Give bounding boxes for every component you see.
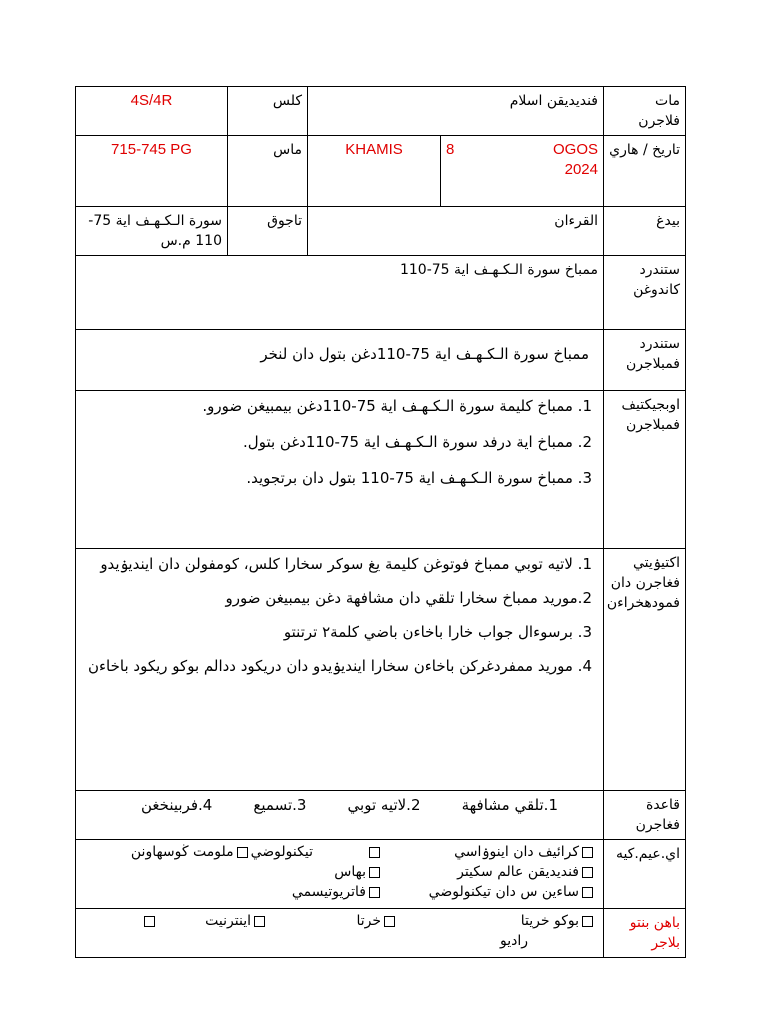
activities-label: اكتيۏيتي فغاجرن دان فمودهخراءن — [604, 549, 686, 791]
row-materials — [76, 909, 686, 958]
ict-option[interactable]: تيكنولوضيملومت ڬوسهاونن — [130, 844, 313, 860]
learning-standard-label: ستندرد فمبلاجرن — [604, 330, 686, 391]
ict-option[interactable]: ساءين س دان تيكنولوضي — [429, 882, 596, 902]
date-day: OGOS — [552, 141, 598, 158]
row-field — [76, 207, 686, 256]
row-method — [76, 791, 686, 840]
activities-value — [76, 549, 604, 791]
checkbox-icon[interactable] — [237, 847, 248, 858]
row-objectives — [76, 391, 686, 549]
material-option[interactable] — [141, 911, 158, 931]
ict-option[interactable]: بهاس — [334, 862, 383, 882]
objective-item: 3. ممباخ سورة الـكـهـف اية 75-110 بتول دان برتجويد. — [246, 469, 592, 487]
activity-item: 2.موريد ممباخ سخارا تلقي دان مشافهة دغن بيمبيغن ضورو — [225, 589, 592, 607]
objective-item: 2. ممباخ اية درفد سورة الـكـهـف اية 75-110دغن بتول. — [243, 433, 592, 451]
checkbox-icon[interactable] — [369, 867, 380, 878]
ict-option[interactable]: فنديديقن عالم سكيتر — [457, 862, 596, 882]
content-standard-value: ممباخ سورة الـكـهـف اية 75-110 — [76, 256, 604, 330]
checkbox-icon[interactable] — [582, 916, 593, 927]
ict-label: اي.عيم.كيه — [604, 840, 686, 909]
row-ict — [76, 840, 686, 909]
class-value-text: 4S/4R — [130, 92, 173, 109]
weekday-cell — [308, 136, 441, 207]
objectives-label: اوبجيكتيف فمبلاجرن — [604, 391, 686, 549]
checkbox-icon[interactable] — [384, 916, 395, 927]
method-item: 2.لاتيه توبي — [347, 796, 421, 814]
date-value — [441, 136, 604, 207]
material-option[interactable]: بوكو خريتا — [521, 911, 596, 931]
weekday-value: KHAMIS — [345, 141, 403, 158]
learning-standard-value: ممباخ سورة الـكـهـف اية 75-110دغن بتول دان لنخر — [76, 330, 604, 391]
activity-item: 4. موريد ممفردغركن باخاءن سخارا اينديۏيدو دان دريكود ددالم بوكو ريكود باخاءن — [87, 657, 592, 675]
objective-item: 1. ممباخ كليمة سورة الـكـهـف اية 75-110دغن بيمبيغن ضورو. — [202, 397, 592, 415]
ict-option[interactable]: كرائيف دان اينوۏاسي — [454, 842, 596, 862]
date-month-num: 8 — [446, 141, 455, 158]
material-option[interactable]: خرتا — [356, 911, 398, 931]
checkbox-icon[interactable] — [254, 916, 265, 927]
checkbox-icon[interactable] — [369, 847, 380, 858]
row-subject — [76, 87, 686, 136]
topic-label: تاجوق — [228, 207, 308, 256]
checkbox-icon[interactable] — [369, 887, 380, 898]
method-item: 4.فربينخغن — [141, 796, 213, 814]
ict-option[interactable]: فاتريوتيسمي — [292, 882, 383, 902]
content-standard-label: ستندرد كاندوغن — [604, 256, 686, 330]
time-label: ماس — [228, 136, 308, 207]
activity-item: 1. لاتيه توبي ممباخ فوتوغن كليمة يغ سوكر سخارا كلس، كومفولن دان اينديۏيدو — [100, 555, 592, 573]
checkbox-icon[interactable] — [582, 867, 593, 878]
activity-item: 3. برسوءال جواب خارا باخاءن باضي كلمة٢ ترتنتو — [283, 623, 592, 641]
lesson-plan-table — [75, 86, 686, 958]
method-item: 1.تلقي مشافهة — [461, 796, 558, 814]
subject-value: فنديديقن اسلام — [308, 87, 604, 136]
row-learning-standard — [76, 330, 686, 391]
method-label: قاعدة فغاجرن — [604, 791, 686, 840]
row-date — [76, 136, 686, 207]
time-value: 715-745 PG — [111, 141, 192, 158]
row-content-standard — [76, 256, 686, 330]
checkbox-icon[interactable] — [582, 887, 593, 898]
time-cell — [76, 136, 228, 207]
checkbox-icon[interactable] — [582, 847, 593, 858]
ict-option[interactable] — [366, 842, 383, 862]
materials-value — [76, 909, 604, 958]
objectives-value — [76, 391, 604, 549]
field-value: القرءان — [308, 207, 604, 256]
topic-value: سورة الـكـهـف اية 75-110 م.س — [76, 207, 228, 256]
method-value — [76, 791, 604, 840]
materials-label: باهن بنتو بلاجر — [604, 909, 686, 958]
method-item: 3.تسميع — [253, 796, 307, 814]
date-label: تاريخ / هاري — [604, 136, 686, 207]
checkbox-icon[interactable] — [144, 916, 155, 927]
class-label: كلس — [228, 87, 308, 136]
subject-label: مات فلاجرن — [604, 87, 686, 136]
class-value — [76, 87, 228, 136]
date-year: 2024 — [564, 161, 598, 178]
row-activities — [76, 549, 686, 791]
material-extra: راديو — [499, 933, 528, 949]
material-option[interactable]: اينترنيت — [205, 911, 268, 931]
field-label: بيدغ — [604, 207, 686, 256]
ict-value — [76, 840, 604, 909]
